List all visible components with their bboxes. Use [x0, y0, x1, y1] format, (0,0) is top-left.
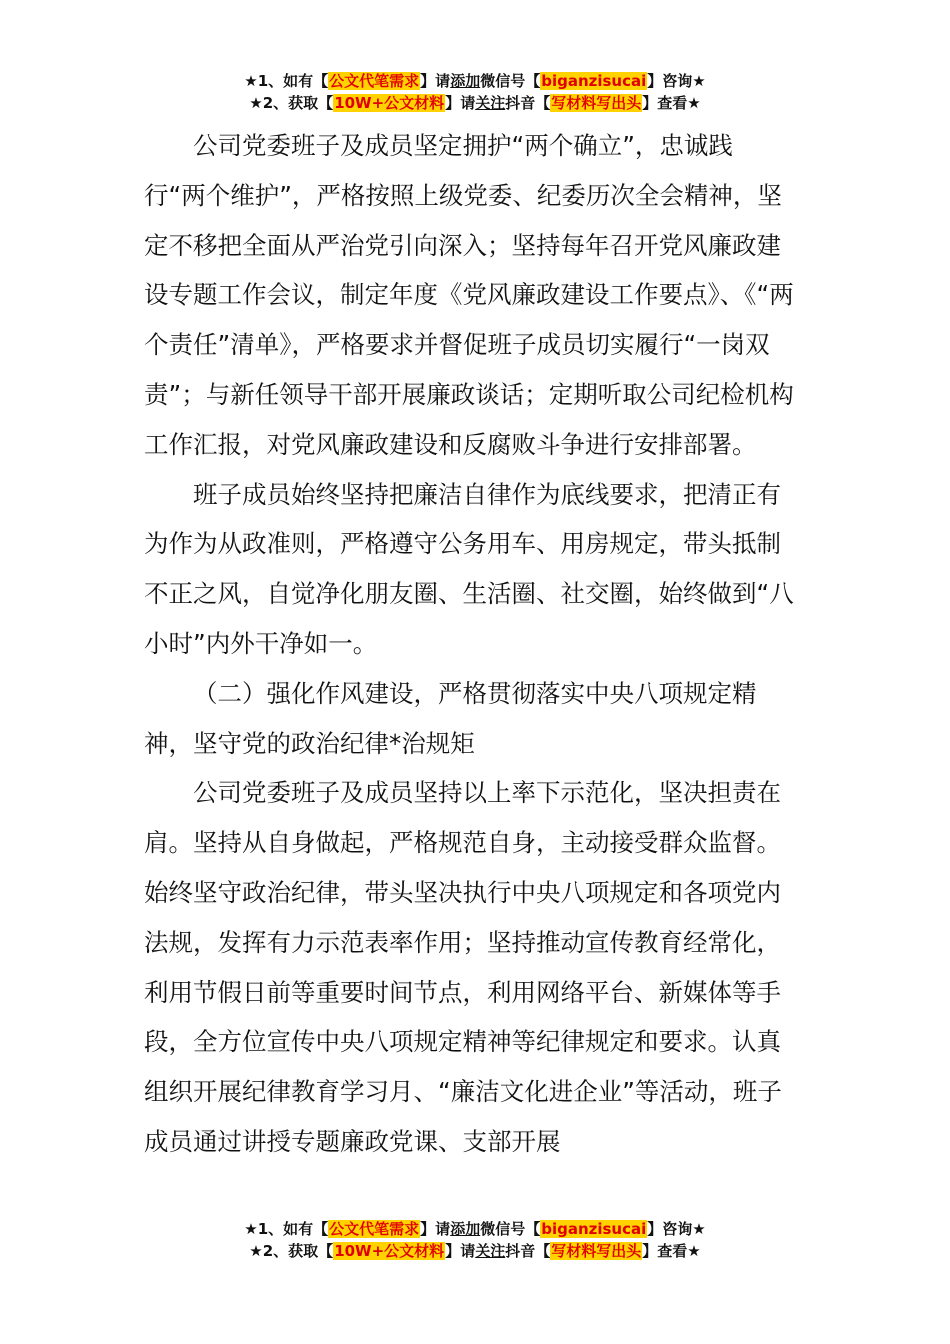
paragraph: 公司党委班子及成员坚持以上率下示范化，坚决担责在肩。坚持从自身做起，严格规范自身，主动接受群众监督。始终坚守政治纪律，带头坚决执行中央八项规定和各项党内法规，发挥有力示范表率作用；坚持推动宣传教育经常化，利用节假日前等重要时间节点，利用网络平台、新媒体等手段，全方位宣传中央八项规定精神等纪律规定和要求。认真组织开展纪律教育学习月、“廉洁文化进企业”等活动，班子成员通过讲授专题廉政党课、支部开展: [144, 778, 782, 1156]
highlight-text: 公文代笔需求: [329, 1220, 420, 1238]
banner-line-1: ★1、如有【公文代笔需求】请添加微信号【biganzisucai】咨询★: [244, 72, 706, 90]
highlight-text: 写材料写出头: [551, 94, 642, 112]
section-heading: （二）强化作风建设，严格贯彻落实中央八项规定精神，坚守党的政治纪律*治规矩: [144, 678, 757, 758]
paragraph: 班子成员始终坚持把廉洁自律作为底线要求，把清正有为作为从政准则，严格遵守公务用车、用房规定，带头抵制不正之风，自觉净化朋友圈、生活圈、社交圈，始终做到“八小时”内外干净如一。: [144, 479, 794, 658]
highlight-text: 10W+公文材料: [334, 94, 445, 112]
footer-banner: [0, 1218, 950, 1262]
highlight-text: 10W+公文材料: [334, 1242, 445, 1260]
header-banner: [0, 70, 950, 114]
document-body: [144, 121, 794, 1167]
highlight-text: 公文代笔需求: [329, 72, 420, 90]
banner-line-2: ★2、获取【10W+公文材料】请关注抖音【写材料写出头】查看★: [249, 1242, 701, 1260]
highlight-text: biganzisucai: [541, 1220, 647, 1238]
paragraph: 公司党委班子及成员坚定拥护“两个确立”，忠诚践行“两个维护”，严格按照上级党委、纪委历次全会精神，坚定不移把全面从严治党引向深入；坚持每年召开党风廉政建设专题工作会议，制定年度《党风廉政建设工作要点》、《“两个责任”清单》，严格要求并督促班子成员切实履行“一岗双责”；与新任领导干部开展廉政谈话；定期听取公司纪检机构工作汇报，对党风廉政建设和反腐败斗争进行安排部署。: [144, 131, 794, 459]
banner-line-1: ★1、如有【公文代笔需求】请添加微信号【biganzisucai】咨询★: [244, 1220, 706, 1238]
highlight-text: biganzisucai: [541, 72, 647, 90]
banner-line-2: ★2、获取【10W+公文材料】请关注抖音【写材料写出头】查看★: [249, 94, 701, 112]
highlight-text: 写材料写出头: [551, 1242, 642, 1260]
